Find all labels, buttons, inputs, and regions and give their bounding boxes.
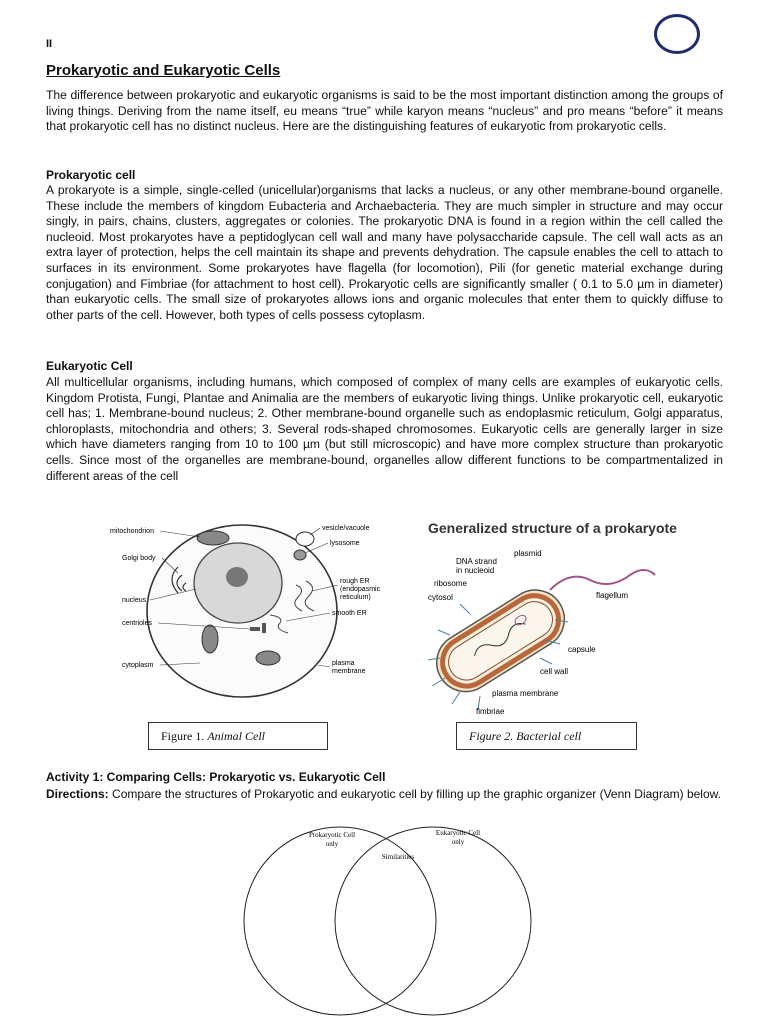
label-plasma-1: plasma (332, 660, 355, 667)
vesicle-shape (294, 550, 306, 560)
label-capsule: capsule (568, 645, 596, 654)
eukaryotic-paragraph: All multicellular organisms, including humans, which composed of complex of many cells are examples of eukaryotic cells. Kingdom Protista, Fungi, Plantae and Animalia are the members of eukaryotic living things. Unlike prokaryotic cell, eukaryotic cell has; 1. Membrane-bound nucleus; 2. Other membrane-bound organelle such as endoplasmic reticulum, Golgi apparatus, chloroplasts, mitochondria and others; 3. Several rods-shaped chromosomes. Eukaryotic cells are generally larger in size which have diameters ranging from 10 to 100 µm (but still microscopic) and have more complex structure than prokaryotic cells. Since most of the organelles are membrane-bound, organelles allow different functions to be compartmentalized in different areas of the cell (46, 375, 723, 483)
label-rough-er-2: (endopasmic (340, 586, 381, 593)
label-smooth-er: smooth ER (332, 610, 367, 617)
mitochondrion-shape (202, 625, 218, 653)
label-plasma-membrane: plasma membrane (492, 689, 559, 698)
animal-cell-diagram (100, 515, 385, 700)
label-mitochondrion: mitochondrion (110, 528, 154, 535)
venn-right-circle (335, 827, 531, 1015)
label-rough-er-3: reticulum) (340, 594, 371, 601)
label-fimbriae: fimbriae (476, 707, 505, 716)
label-lysosome: lysosome (330, 540, 360, 547)
figure-2-caption: Figure 2. Bacterial cell (456, 722, 637, 750)
venn-center-label: Similarities (381, 853, 415, 861)
venn-left-label-1: Prokaryotic Cell (308, 831, 356, 839)
label-flagellum: flagellum (596, 591, 629, 600)
venn-diagram (240, 820, 560, 1020)
activity-title: Activity 1: Comparing Cells: Prokaryotic vs. Eukaryotic Cell (46, 770, 386, 784)
venn-right-label-1: Eukaryotic Cell (435, 829, 481, 837)
label-nucleus: nucleus (122, 597, 147, 604)
page-title: Prokaryotic and Eukaryotic Cells (46, 62, 281, 79)
prokaryotic-paragraph: A prokaryote is a simple, single-celled (unicellular)organisms that lacks a nucleus, or any other membrane-bound organelle. These include the members of kingdom Eubacteria and Archaebacteria. They are much simpler in structure and may occur singly, in pairs, chains, clusters, aggregates or colonies. The prokaryotic DNA is found in a region within the cell called the nucleoid. Most prokaryotes have a peptidoglycan cell wall and many have polysaccharide capsule. The cell wall acts as an extra layer of protection, helps the cell maintain its shape and prevents dehydration. The capsule enables the cell to attach to surfaces in its environment. Some prokaryotes have flagella (for locomotion), Pili (for genetic material exchange during conjugation) and Fimbriae (for attachment to host cell). Prokaryotic cells are significantly smaller ( 0.1 to 5.0 µm in diameter) than eukaryotic cells. The small size of prokaryotes allows ions and organic molecules that enter them to quickly diffuse to other parts of the cell. However, both types of cells possess cytoplasm. (46, 183, 723, 322)
prokaryotic-heading: Prokaryotic cell (46, 168, 136, 182)
intro-paragraph: The difference between prokaryotic and eukaryotic organisms is said to be the most important distinction among the groups of living things. Deriving from the name itself, eu means “true” while karyon means “nucleus” and pro means “before” it means that prokaryotic cell has no distinct nucleus. Here are the distinguishing features of eukaryotic from prokaryotic cells. (46, 88, 723, 134)
label-dna-2: in nucleoid (456, 566, 495, 575)
figure-1-caption: Figure 1. Animal Cell (148, 722, 328, 750)
label-vesicle: vesicle/vacuole (322, 525, 370, 532)
venn-right-label-2: only (451, 838, 465, 846)
label-golgi: Golgi body (122, 555, 156, 562)
label-ribosome: ribosome (434, 579, 467, 588)
label-plasma-2: membrane (332, 668, 366, 675)
label-plasmid: plasmid (514, 549, 542, 558)
label-cytoplasm: cytoplasm (122, 662, 154, 669)
page-marker: II (46, 38, 53, 50)
label-rough-er-1: rough ER (340, 578, 370, 585)
flagellum-shape (550, 570, 655, 590)
label-dna-1: DNA strand (456, 557, 497, 566)
prokaryote-figure-title: Generalized structure of a prokaryote (428, 520, 677, 536)
bacterial-cell-diagram (420, 540, 660, 720)
label-centrioles: centrioles (122, 620, 152, 627)
label-cytosol: cytosol (428, 593, 453, 602)
venn-left-label-2: only (325, 840, 339, 848)
eukaryotic-heading: Eukaryotic Cell (46, 359, 133, 373)
mitochondrion-shape (197, 531, 229, 545)
mitochondrion-shape (256, 651, 280, 665)
circle-badge-icon (654, 14, 700, 54)
label-cell-wall: cell wall (540, 667, 569, 676)
directions-paragraph: Directions: Compare the structures of Prokaryotic and eukaryotic cell by filling up the graphic organizer (Venn Diagram) below. (46, 787, 721, 801)
nucleolus-shape (226, 567, 248, 587)
